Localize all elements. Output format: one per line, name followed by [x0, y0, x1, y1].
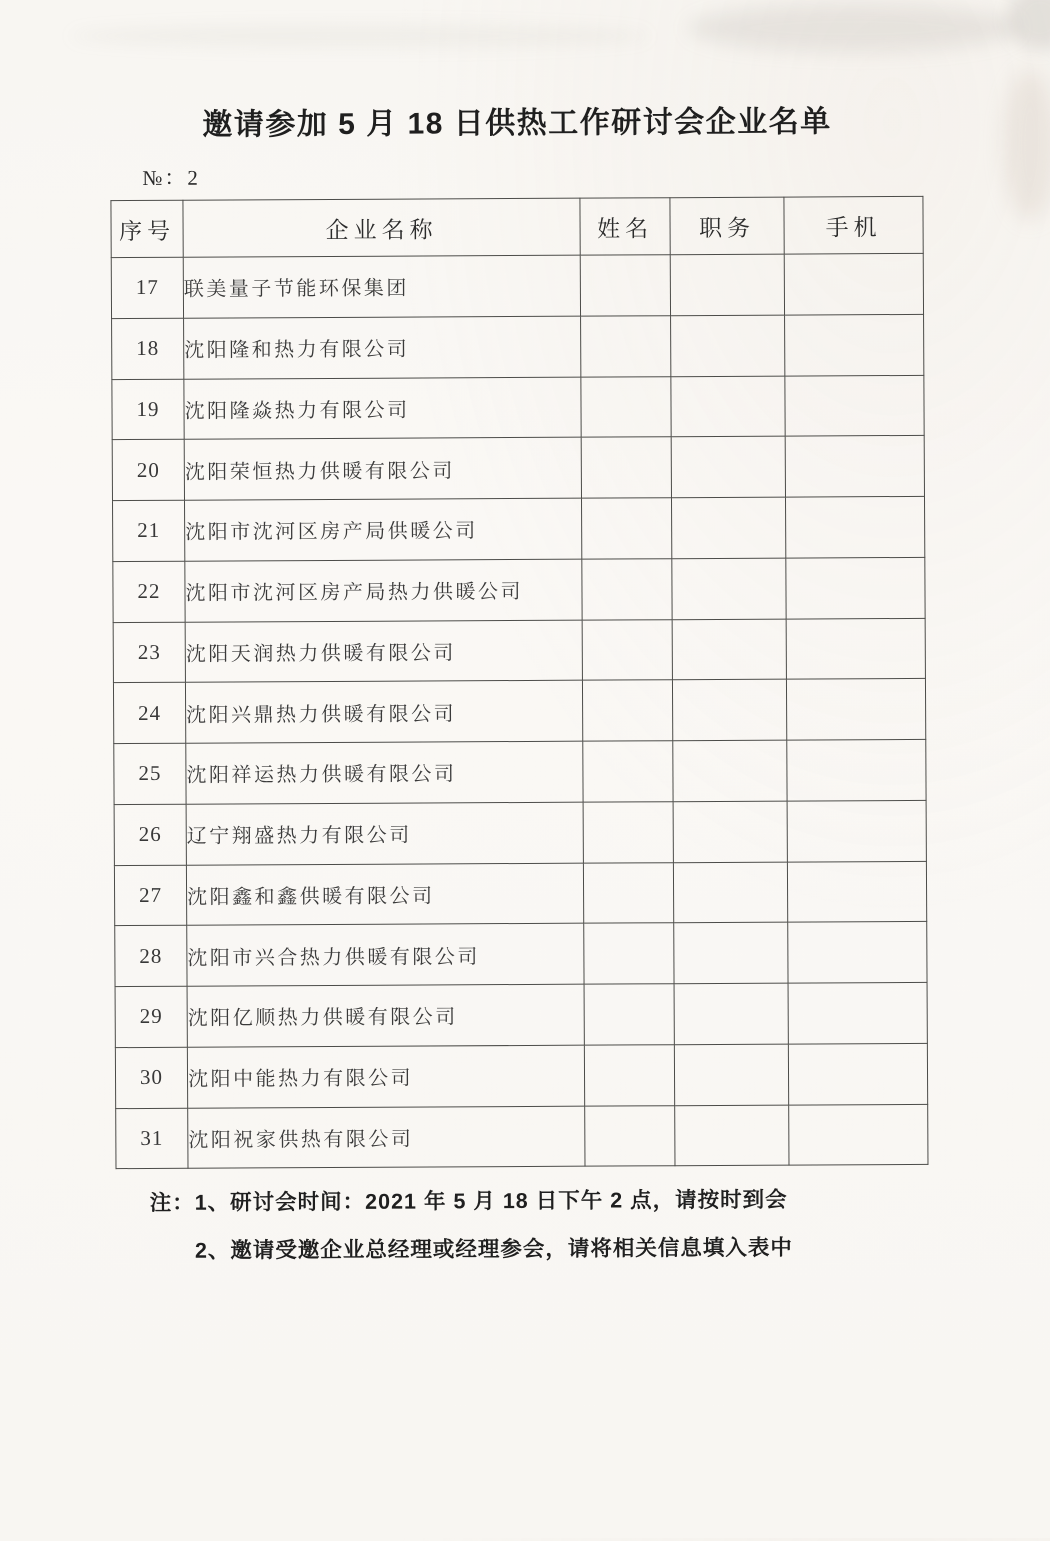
cell-phone: [788, 982, 927, 1043]
cell-name: [581, 498, 671, 559]
cell-company: 沈阳天润热力供暖有限公司: [185, 620, 582, 683]
cell-company: 沈阳兴鼎热力供暖有限公司: [185, 680, 582, 743]
table-row: [113, 679, 925, 744]
cell-name: [582, 558, 672, 619]
table-row: [112, 375, 924, 440]
cell-name: [584, 984, 674, 1045]
cell-position: [671, 315, 785, 376]
cell-name: [581, 315, 671, 376]
cell-company: 辽宁翔盛热力有限公司: [186, 802, 583, 865]
cell-no: 21: [113, 500, 185, 561]
table-header: [111, 196, 923, 257]
cell-name: [583, 741, 673, 802]
cell-phone: [789, 1104, 928, 1165]
cell-position: [675, 1105, 789, 1166]
cell-position: [673, 740, 787, 801]
cell-phone: [787, 800, 926, 861]
cell-phone: [784, 253, 923, 314]
cell-phone: [785, 314, 924, 375]
cell-no: 20: [112, 440, 184, 501]
cell-position: [672, 619, 786, 680]
cell-phone: [785, 496, 924, 557]
note-line-1: 注：1、研讨会时间：2021 年 5 月 18 日下午 2 点，请按时到会: [149, 1187, 788, 1215]
cell-company: 沈阳荣恒热力供暖有限公司: [184, 437, 581, 500]
cell-position: [671, 376, 785, 437]
cell-position: [671, 436, 785, 497]
cell-position: [674, 922, 788, 983]
cell-no: 28: [115, 925, 187, 986]
cell-phone: [786, 557, 925, 618]
cell-company: 沈阳市沈河区房产局热力供暖公司: [185, 559, 582, 622]
company-roster-table: [110, 196, 928, 1169]
table-row: [115, 1043, 927, 1108]
cell-name: [580, 255, 670, 316]
table-header-row: [111, 196, 923, 257]
cell-name: [585, 1105, 675, 1166]
cell-no: 30: [115, 1047, 187, 1108]
cell-no: 18: [112, 318, 184, 379]
cell-phone: [787, 739, 926, 800]
table-row: [113, 496, 925, 561]
cell-name: [584, 923, 674, 984]
cell-position: [674, 983, 788, 1044]
table-row: [114, 861, 926, 926]
cell-company: 沈阳隆和热力有限公司: [184, 316, 581, 379]
cell-company: 联美量子节能环保集团: [183, 255, 580, 318]
cell-position: [670, 254, 784, 315]
table-row: [114, 800, 926, 865]
page-title: 邀请参加 5 月 18 日供热工作研讨会企业名单: [202, 105, 832, 142]
cell-company: 沈阳鑫和鑫供暖有限公司: [186, 863, 583, 926]
cell-no: 17: [111, 257, 183, 318]
note-line-2: 2、邀请受邀企业总经理或经理参会，请将相关信息填入表中: [194, 1235, 793, 1263]
cell-name: [584, 1044, 674, 1105]
cell-position: [674, 1044, 788, 1105]
serial-number-label: №：2: [142, 165, 200, 190]
cell-no: 25: [114, 743, 186, 804]
cell-no: 27: [114, 865, 186, 926]
cell-no: 31: [116, 1108, 188, 1169]
table-row: [113, 618, 925, 683]
cell-phone: [788, 922, 927, 983]
cell-no: 23: [113, 622, 185, 683]
cell-company: 沈阳隆焱热力有限公司: [184, 377, 581, 440]
cell-phone: [787, 861, 926, 922]
cell-no: 29: [115, 986, 187, 1047]
column-header-phone: 手机: [784, 196, 923, 254]
cell-no: 19: [112, 379, 184, 440]
cell-company: 沈阳亿顺热力供暖有限公司: [187, 984, 584, 1047]
cell-no: 24: [113, 683, 185, 744]
cell-name: [581, 437, 671, 498]
table-row: [112, 314, 924, 379]
table-row: [111, 253, 923, 318]
cell-position: [672, 558, 786, 619]
cell-company: 沈阳祝家供热有限公司: [188, 1106, 585, 1169]
cell-phone: [788, 1043, 927, 1104]
cell-position: [673, 862, 787, 923]
table-body: [111, 253, 928, 1168]
cell-position: [672, 679, 786, 740]
table-row: [112, 436, 924, 501]
cell-name: [583, 862, 673, 923]
cell-phone: [786, 618, 925, 679]
column-header-name: 姓名: [580, 198, 670, 255]
table-row: [116, 1104, 928, 1169]
column-header-company: 企业名称: [183, 198, 580, 257]
cell-position: [671, 497, 785, 558]
cell-phone: [785, 375, 924, 436]
column-header-no: 序号: [111, 200, 183, 257]
cell-name: [582, 619, 672, 680]
table-row: [115, 982, 927, 1047]
cell-name: [583, 801, 673, 862]
cell-no: 22: [113, 561, 185, 622]
column-header-position: 职务: [670, 197, 784, 255]
table-row: [114, 739, 926, 804]
cell-name: [581, 376, 671, 437]
cell-position: [673, 801, 787, 862]
cell-phone: [785, 436, 924, 497]
cell-company: 沈阳祥运热力供暖有限公司: [186, 741, 583, 804]
cell-name: [582, 680, 672, 741]
table-row: [113, 557, 925, 622]
table-row: [115, 922, 927, 987]
cell-company: 沈阳市沈河区房产局供暖公司: [185, 498, 582, 561]
cell-phone: [786, 679, 925, 740]
cell-company: 沈阳市兴合热力供暖有限公司: [187, 923, 584, 986]
cell-company: 沈阳中能热力有限公司: [187, 1045, 584, 1108]
cell-no: 26: [114, 804, 186, 865]
